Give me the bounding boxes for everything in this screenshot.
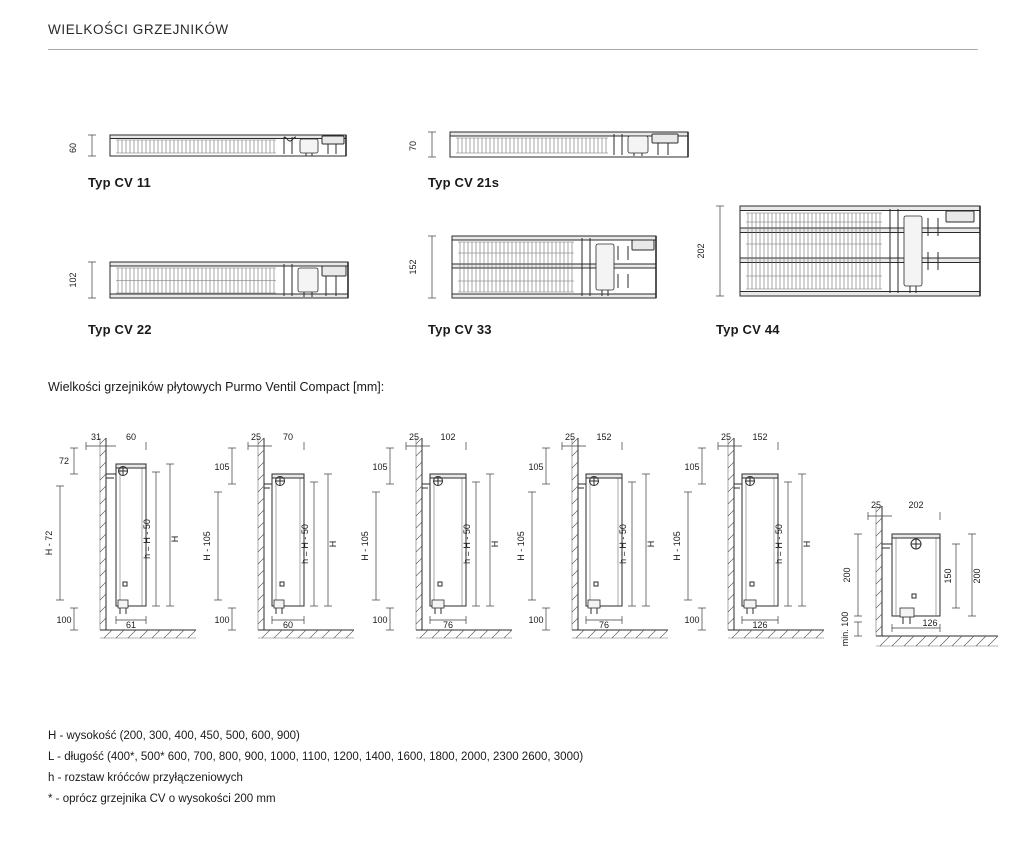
cv11-label-H: H [170,535,180,543]
note-exception: * - oprócz grzejnika CV o wysokości 200 mm [48,793,276,805]
figure-cv11-elevation [44,430,204,670]
cv33-dim-105: 105 [528,462,544,472]
cv44-depth-dim: 202 [696,243,706,259]
cv11-label-h: h = H - 50 [142,519,152,559]
cv33-dim-25: 25 [564,432,576,442]
note-connection-spacing: h - rozstaw króćców przyłączeniowych [48,772,243,784]
cv44b-label-h: h = H - 50 [774,524,784,564]
cv11-dim-72: 72 [58,456,70,466]
figure-cv44-section [696,196,996,312]
cv22-dim-102: 102 [440,432,456,442]
cv44-dim-100: 100 [684,615,700,625]
label-cv11: Typ CV 11 [88,175,151,190]
figure-cv11-section [68,126,368,171]
cv21s-label-H: H [328,540,338,548]
cv33-label-h: h = H - 50 [618,524,628,564]
cv22-dim-100: 100 [372,615,388,625]
section-subtitle: Wielkości grzejników płytowych Purmo Ventil Compact [mm]: [48,380,385,394]
cv21s-dim-100: 100 [214,615,230,625]
cv21s-dim-105: 105 [214,462,230,472]
cv33-dim-76: 76 [598,620,610,630]
notes-list [48,726,583,810]
figure-cv33-elevation [516,430,676,670]
note-length: L - długość (400*, 500* 600, 700, 800, 900, 1000, 1100, 1200, 1400, 1600, 1800, 2000, 2300 2600, 3000) [48,751,584,763]
note-height: H - wysokość (200, 300, 400, 450, 500, 600, 900) [48,730,300,742]
cv44-dim-H105: H - 105 [672,531,682,561]
figure-cv33-section [408,226,678,312]
cv33-dim-H105: H - 105 [516,531,526,561]
cv33-label-H: H [646,540,656,548]
page-header [48,22,978,50]
detail-dim-150: 150 [943,568,953,584]
cv11-dim-61: 61 [125,620,137,630]
cv44-dim-126: 126 [752,620,768,630]
cv22-dim-25: 25 [408,432,420,442]
detail-dim-min100: min. 100 [840,611,850,647]
header-divider [48,49,978,50]
figure-cv44-detail [838,498,1008,670]
cv33-depth-dim: 152 [408,259,418,275]
cv44-dim-25: 25 [720,432,732,442]
cv21s-dim-H105: H - 105 [202,531,212,561]
cv33-dim-152: 152 [596,432,612,442]
cv44-dim-152: 152 [752,432,768,442]
label-cv44: Typ CV 44 [716,322,780,337]
label-cv22: Typ CV 22 [88,322,152,337]
cv22-label-H: H [490,540,500,548]
detail-dim-200r: 200 [972,568,982,584]
cv22-dim-105: 105 [372,462,388,472]
cv22-depth-dim: 102 [68,272,78,288]
cv11-dim-H72: H - 72 [44,530,54,556]
cv11-depth-dim: 60 [68,142,78,154]
cv44-dim-105: 105 [684,462,700,472]
cv22-dim-H105: H - 105 [360,531,370,561]
label-cv21s: Typ CV 21s [428,175,500,190]
cv22-dim-76: 76 [442,620,454,630]
cv44b-label-H: H [802,540,812,548]
cv22-label-h: h = H - 50 [462,524,472,564]
cv33-dim-100: 100 [528,615,544,625]
figure-cv22-section [68,252,368,312]
cv21s-dim-25: 25 [250,432,262,442]
cv11-dim-31: 31 [90,432,102,442]
cv11-dim-100: 100 [56,615,72,625]
cv21s-dim-70: 70 [282,432,294,442]
detail-dim-25: 25 [870,500,882,510]
cv21s-label-h: h = H - 50 [300,524,310,564]
page-title: WIELKOŚCI GRZEJNIKÓW [48,22,229,37]
cv21s-dim-60: 60 [282,620,294,630]
figure-cv22-elevation [360,430,520,670]
label-cv33: Typ CV 33 [428,322,492,337]
figure-cv21s-section [408,122,708,172]
detail-dim-126: 126 [922,618,938,628]
detail-dim-200: 200 [842,567,852,583]
cv11-dim-60: 60 [125,432,137,442]
figure-cv21s-elevation [202,430,362,670]
figure-cv44-elevation [672,430,832,670]
cv21s-depth-dim: 70 [408,140,418,152]
detail-dim-202: 202 [908,500,924,510]
